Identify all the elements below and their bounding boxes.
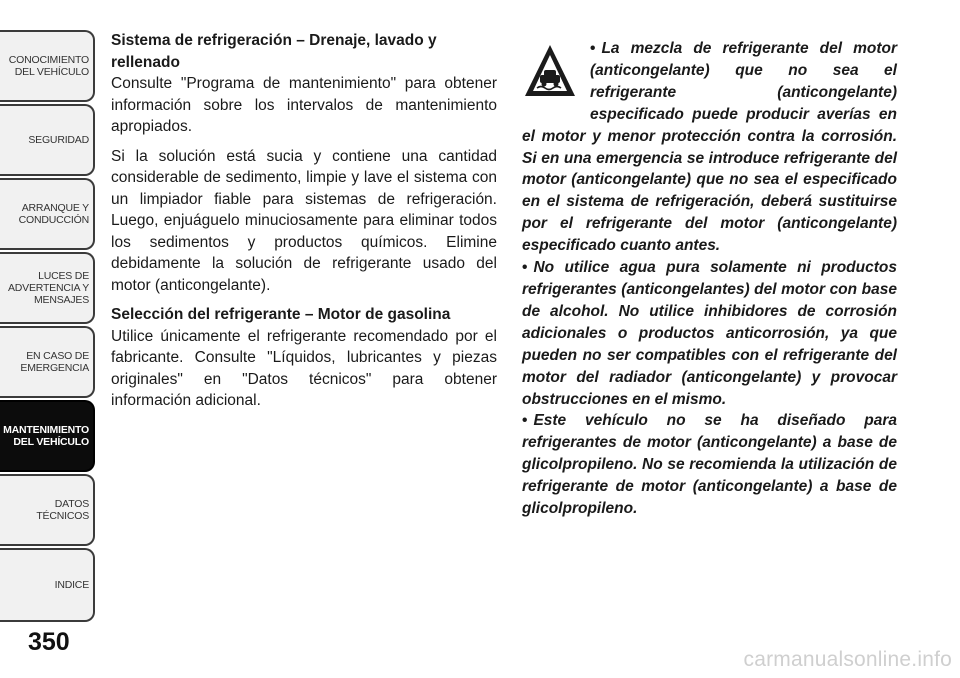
page-number: 350 bbox=[28, 628, 70, 656]
paragraph-cleaning: Si la solución está sucia y contiene una cantidad considerable de sedimento, limpie y lave el sistema con un limpiador fiable para sistemas de refrigeración. Luego, enjuáguelo minuciosamente para eliminar todos los sedimentos y productos químicos. Elimine debidamente la solución de refrigerante usado del motor (anticongelante). bbox=[111, 147, 497, 294]
warning-bullet: • La mezcla de refrigerante del motor (anticongelante) que no sea el refrigerante (anticongelante) especificado puede producir averías en el motor y menor protección contra la corrosión. Si en una emergencia se introduce refrigerante del motor (anticongelante) que no sea el especificado en el sistema de refrigeración, deberá sustituirse por el refrigerante del motor (anticongelante) especificado cuanto antes. bbox=[522, 40, 897, 255]
warning-bullet: • No utilice agua pura solamente ni productos refrigerantes (anticongelantes) del motor con base de alcohol. No utilice inhibidores de corrosión adicionales o productos anticorrosión, ya que pueden no ser compatibles con el refrigerante del motor del radiador (anticongelante) y provocar obstrucciones en el mismo. bbox=[522, 259, 897, 408]
section-heading-drain: Sistema de refrigeración – Drenaje, lavado y rellenado bbox=[111, 32, 437, 71]
tab-mantenimiento[interactable]: MANTENIMIENTO DEL VEHÍCULO bbox=[0, 400, 95, 472]
warning-box bbox=[522, 38, 897, 520]
tab-arranque[interactable]: ARRANQUE Y CONDUCCIÓN bbox=[0, 178, 95, 250]
warning-bullet: • Este vehículo no se ha diseñado para refrigerantes de motor (anticongelante) a base de glicolpropileno. No se recomienda la utilización de refrigerante de motor (anticongelante) a base de glicolpropileno. bbox=[522, 412, 897, 518]
watermark: carmanualsonline.info bbox=[743, 648, 952, 671]
tab-datos[interactable]: DATOS TÉCNICOS bbox=[0, 474, 95, 546]
paragraph-coolant: Utilice únicamente el refrigerante recomendado por el fabricante. Consulte "Líquidos, lubricantes y piezas originales" en "Datos técnicos" para obtener información adicional. bbox=[111, 327, 497, 409]
paragraph-maintenance: Consulte "Programa de mantenimiento" para obtener información sobre los intervalos de mantenimiento apropiados. bbox=[111, 75, 497, 135]
tab-conocimiento[interactable]: CONOCIMIENTO DEL VEHÍCULO bbox=[0, 30, 95, 102]
section-heading-coolant: Selección del refrigerante – Motor de gasolina bbox=[111, 306, 451, 323]
tab-luces[interactable]: LUCES DE ADVERTENCIA Y MENSAJES bbox=[0, 252, 95, 324]
chapter-sidebar bbox=[0, 0, 97, 630]
warning-triangle-icon bbox=[522, 42, 578, 100]
tab-seguridad[interactable]: SEGURIDAD bbox=[0, 104, 95, 176]
tab-emergencia[interactable]: EN CASO DE EMERGENCIA bbox=[0, 326, 95, 398]
left-column bbox=[111, 30, 497, 420]
tab-indice[interactable]: INDICE bbox=[0, 548, 95, 622]
